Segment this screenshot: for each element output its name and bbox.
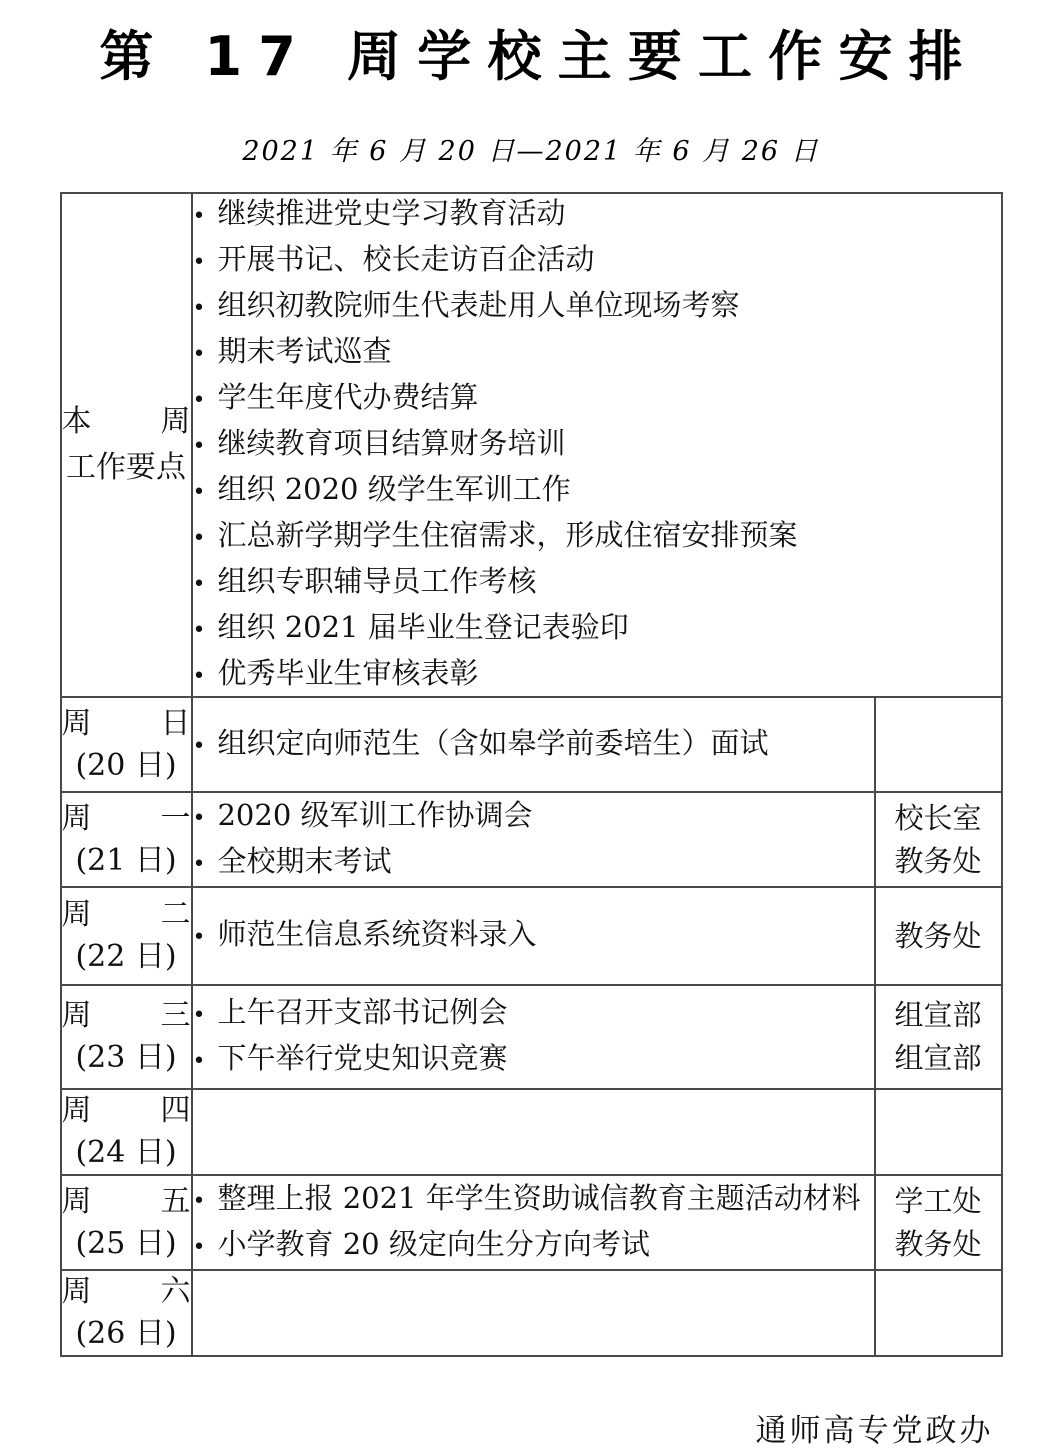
week-summary-label-cell bbox=[61, 193, 192, 697]
list-item bbox=[193, 240, 1001, 282]
list-item bbox=[193, 516, 1001, 558]
day-date: (26 日) bbox=[75, 1316, 177, 1351]
day-name bbox=[62, 1181, 191, 1223]
day-label-cell bbox=[61, 697, 192, 792]
day-name-week: 周 bbox=[61, 998, 92, 1033]
summary-item-text: 继续教育项目结算财务培训 bbox=[217, 426, 566, 460]
task-text: 全校期末考试 bbox=[217, 843, 392, 878]
list-item bbox=[193, 332, 1001, 374]
bullet-icon: • bbox=[192, 434, 206, 459]
summary-label-line2: 工作要点 bbox=[66, 450, 186, 485]
task-text: 组织定向师范生（含如皋学前委培生）面试 bbox=[217, 725, 769, 760]
task-item bbox=[193, 993, 874, 1035]
list-item bbox=[193, 562, 1001, 604]
summary-label-char: 本 bbox=[61, 404, 92, 439]
task-item bbox=[193, 796, 874, 838]
day-task-cell bbox=[192, 887, 875, 985]
task-item bbox=[193, 842, 874, 884]
list-item bbox=[193, 608, 1001, 650]
summary-item-text: 组织 2021 届毕业生登记表验印 bbox=[217, 610, 629, 644]
task-item bbox=[193, 1039, 874, 1081]
day-row-thursday bbox=[61, 1089, 1002, 1175]
day-label-cell bbox=[61, 792, 192, 887]
summary-item-text: 组织初教院师生代表赴用人单位现场考察 bbox=[217, 288, 740, 322]
summary-item-text: 继续推进党史学习教育活动 bbox=[217, 196, 566, 230]
bullet-icon: • bbox=[192, 572, 206, 597]
week-summary-row bbox=[61, 193, 1002, 697]
dept-label: 学工处 bbox=[894, 1183, 982, 1218]
list-item bbox=[193, 470, 1001, 512]
bullet-icon: • bbox=[192, 664, 206, 689]
day-name bbox=[62, 1271, 191, 1313]
day-name-week: 周 bbox=[61, 800, 92, 836]
day-date: (23 日) bbox=[75, 1040, 177, 1075]
bullet-icon: • bbox=[192, 733, 206, 759]
day-name-day: 五 bbox=[160, 1183, 191, 1219]
day-label-cell bbox=[61, 887, 192, 985]
task-item bbox=[193, 915, 874, 957]
day-task-cell bbox=[192, 985, 875, 1089]
day-task-cell bbox=[192, 697, 875, 792]
day-name bbox=[62, 1090, 191, 1132]
bullet-icon: • bbox=[192, 204, 206, 229]
page-title: 第 17 周学校主要工作安排 bbox=[99, 25, 979, 88]
day-dept-cell bbox=[875, 887, 1002, 985]
day-row-wednesday bbox=[61, 985, 1002, 1089]
day-name-week: 周 bbox=[61, 1093, 92, 1128]
bullet-icon: • bbox=[192, 388, 206, 413]
day-name-day: 三 bbox=[160, 998, 191, 1033]
summary-item-text: 组织专职辅导员工作考核 bbox=[217, 564, 537, 598]
date-range: 2021 年 6 月 20 日—2021 年 6 月 26 日 bbox=[242, 136, 820, 167]
list-item bbox=[193, 378, 1001, 420]
task-text: 2020 级军训工作协调会 bbox=[217, 797, 533, 832]
task-item bbox=[193, 1225, 874, 1267]
dept-label: 组宣部 bbox=[894, 998, 982, 1032]
day-label-cell bbox=[61, 1270, 192, 1356]
day-row-monday bbox=[61, 792, 1002, 887]
day-row-tuesday bbox=[61, 887, 1002, 985]
day-task-cell bbox=[192, 1175, 875, 1270]
footer-issuer: 通师高专党政办 bbox=[755, 1413, 994, 1449]
day-name-week: 周 bbox=[61, 705, 92, 741]
bullet-icon: • bbox=[192, 1188, 206, 1214]
day-dept-cell bbox=[875, 697, 1002, 792]
day-name-day: 四 bbox=[160, 1093, 191, 1128]
summary-item-text: 组织 2020 级学生军训工作 bbox=[217, 472, 571, 506]
day-row-friday bbox=[61, 1175, 1002, 1270]
bullet-icon: • bbox=[192, 925, 206, 950]
summary-item-text: 开展书记、校长走访百企活动 bbox=[217, 242, 595, 276]
bullet-icon: • bbox=[192, 1049, 206, 1074]
summary-label-char: 周 bbox=[160, 404, 191, 439]
dept-label: 组宣部 bbox=[894, 1041, 982, 1075]
task-text: 下午举行党史知识竞赛 bbox=[217, 1041, 508, 1075]
task-text: 小学教育 20 级定向生分方向考试 bbox=[217, 1226, 650, 1261]
day-date: (25 日) bbox=[75, 1225, 177, 1261]
day-name-day: 六 bbox=[160, 1274, 191, 1309]
bullet-icon: • bbox=[192, 526, 206, 551]
summary-item-text: 汇总新学期学生住宿需求，形成住宿安排预案 bbox=[217, 518, 798, 552]
bullet-icon: • bbox=[192, 250, 206, 275]
day-label-cell bbox=[61, 985, 192, 1089]
dept-label: 教务处 bbox=[894, 918, 982, 953]
bullet-icon: • bbox=[192, 342, 206, 367]
bullet-icon: • bbox=[192, 618, 206, 643]
bullet-icon: • bbox=[192, 480, 206, 505]
day-task-cell bbox=[192, 1270, 875, 1356]
task-item bbox=[193, 1179, 874, 1221]
day-name bbox=[62, 894, 191, 936]
list-item bbox=[193, 654, 1001, 696]
schedule-table bbox=[60, 192, 1003, 1357]
day-name-day: 一 bbox=[160, 800, 191, 836]
day-name-week: 周 bbox=[61, 1274, 92, 1309]
list-item bbox=[193, 194, 1001, 236]
day-date: (20 日) bbox=[75, 747, 177, 783]
day-name bbox=[62, 798, 191, 840]
day-dept-cell bbox=[875, 1270, 1002, 1356]
day-name bbox=[62, 995, 191, 1037]
day-name bbox=[62, 703, 191, 745]
bullet-icon: • bbox=[192, 805, 206, 831]
task-text: 上午召开支部书记例会 bbox=[217, 995, 508, 1029]
bullet-icon: • bbox=[192, 296, 206, 321]
bullet-icon: • bbox=[192, 1234, 206, 1260]
day-label-cell bbox=[61, 1089, 192, 1175]
day-task-cell bbox=[192, 1089, 875, 1175]
summary-item-text: 优秀毕业生审核表彰 bbox=[217, 656, 479, 690]
day-name-day: 二 bbox=[160, 897, 191, 932]
day-name-week: 周 bbox=[61, 1183, 92, 1219]
day-dept-cell bbox=[875, 985, 1002, 1089]
dept-label: 校长室 bbox=[894, 800, 982, 835]
day-task-cell bbox=[192, 792, 875, 887]
day-row-sunday bbox=[61, 697, 1002, 792]
task-text: 师范生信息系统资料录入 bbox=[217, 917, 537, 951]
day-date: (21 日) bbox=[75, 842, 177, 878]
list-item bbox=[193, 286, 1001, 328]
day-row-saturday bbox=[61, 1270, 1002, 1356]
bullet-icon: • bbox=[192, 1003, 206, 1028]
day-dept-cell bbox=[875, 792, 1002, 887]
day-dept-cell bbox=[875, 1089, 1002, 1175]
summary-task-list bbox=[193, 194, 1001, 696]
bullet-icon: • bbox=[192, 851, 206, 877]
summary-item-text: 期末考试巡查 bbox=[217, 334, 392, 368]
task-item bbox=[193, 724, 874, 766]
dept-label: 教务处 bbox=[894, 1226, 982, 1261]
list-item bbox=[193, 424, 1001, 466]
day-dept-cell bbox=[875, 1175, 1002, 1270]
summary-item-text: 学生年度代办费结算 bbox=[217, 380, 479, 414]
day-label-cell bbox=[61, 1175, 192, 1270]
week-summary-content-cell bbox=[192, 193, 1002, 697]
day-name-week: 周 bbox=[61, 897, 92, 932]
day-date: (22 日) bbox=[75, 939, 177, 974]
day-date: (24 日) bbox=[75, 1135, 177, 1170]
task-text: 整理上报 2021 年学生资助诚信教育主题活动材料 bbox=[217, 1180, 861, 1215]
week-summary-label bbox=[62, 399, 191, 491]
day-name-day: 日 bbox=[160, 705, 191, 741]
dept-label: 教务处 bbox=[894, 843, 982, 878]
